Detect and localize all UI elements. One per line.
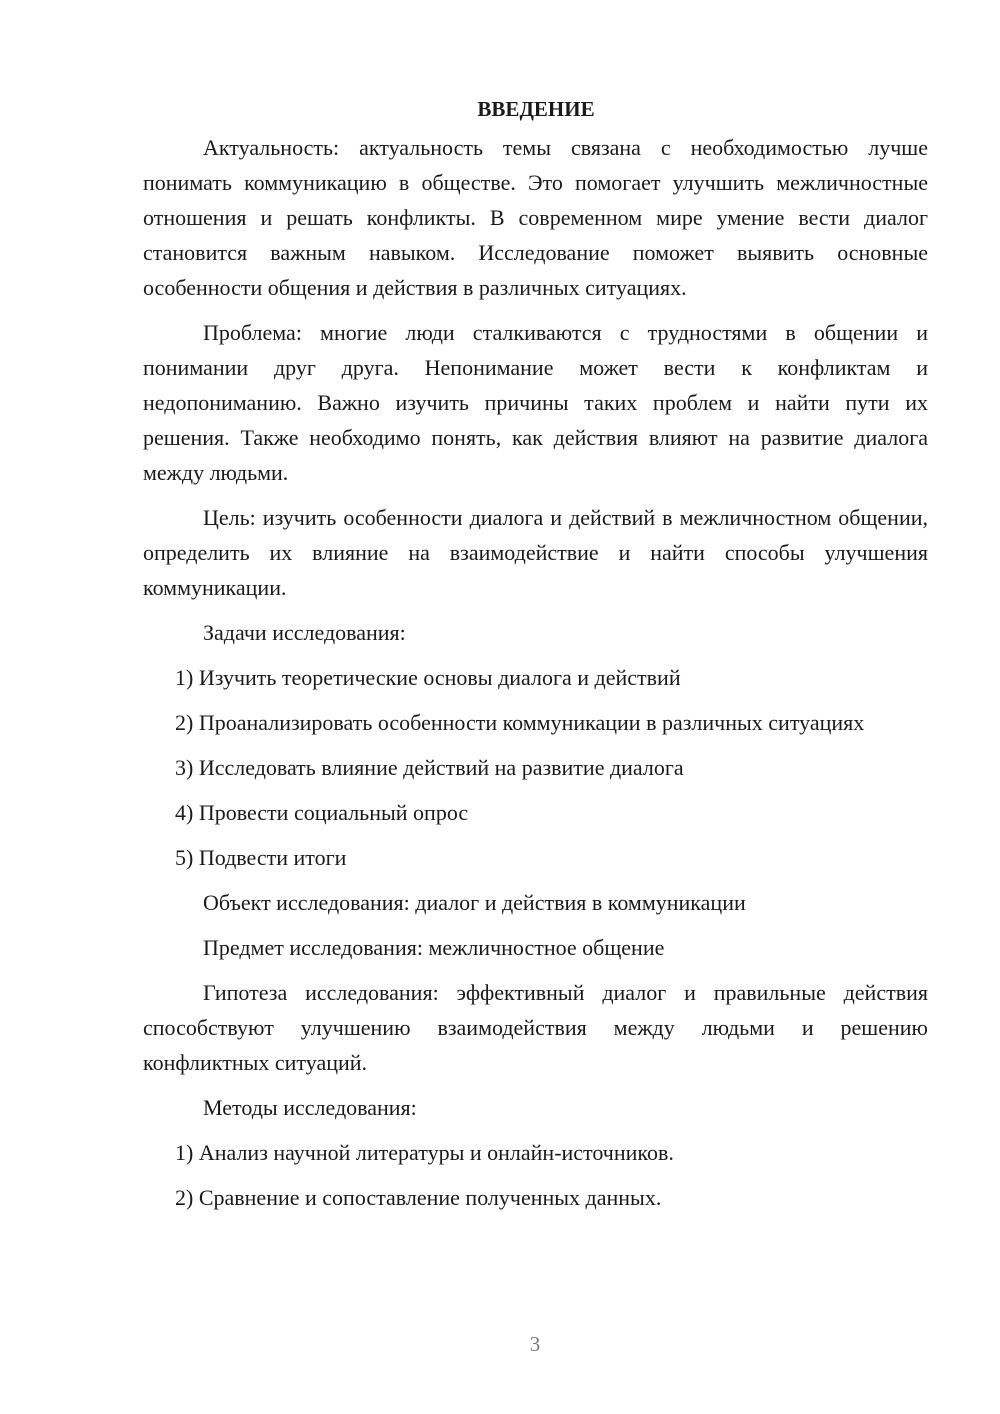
page-number: 3 — [529, 1332, 541, 1356]
hypothesis-paragraph: Гипотеза исследования: эффективный диалог и правильные действия способствуют улучшению взаимодействия между людьми и решению конфликтных ситуаций. — [143, 980, 928, 1075]
problem-paragraph: Проблема: многие люди сталкиваются с трудностями в общении и понимании друг друга. Непонимание может вести к конфликтам и недопониманию. Важно изучить причины таких проблем и найти пути их решения. Также необходимо понять, как действия влияют на развитие диалога между людьми. — [143, 320, 928, 485]
page-content — [143, 92, 928, 1225]
relevance-paragraph: Актуальность: актуальность темы связана с необходимостью лучше понимать коммуникацию в обществе. Это помогает улучшить межличностные отношения и решать конфликты. В современном мире умение вести диалог становится важным навыком. Исследование поможет выявить основные особенности общения и действия в различных ситуациях. — [143, 135, 928, 300]
object-paragraph: Объект исследования: диалог и действия в коммуникации — [203, 890, 746, 915]
task-item: 2) Проанализировать особенности коммуникации в различных ситуациях — [175, 710, 865, 735]
task-item: 5) Подвести итоги — [175, 845, 347, 870]
subject-paragraph: Предмет исследования: межличностное общение — [203, 935, 665, 960]
section-title: ВВЕДЕНИЕ — [477, 97, 595, 121]
method-item: 1) Анализ научной литературы и онлайн-источников. — [175, 1140, 674, 1165]
tasks-heading: Задачи исследования: — [203, 620, 406, 645]
task-item: 4) Провести социальный опрос — [175, 800, 469, 825]
methods-heading: Методы исследования: — [203, 1095, 417, 1120]
goal-paragraph: Цель: изучить особенности диалога и действий в межличностном общении, определить их влияние на взаимодействие и найти способы улучшения коммуникации. — [143, 505, 928, 600]
task-item: 3) Исследовать влияние действий на развитие диалога — [175, 755, 684, 780]
task-item: 1) Изучить теоретические основы диалога и действий — [175, 665, 681, 690]
method-item: 2) Сравнение и сопоставление полученных данных. — [175, 1185, 662, 1210]
